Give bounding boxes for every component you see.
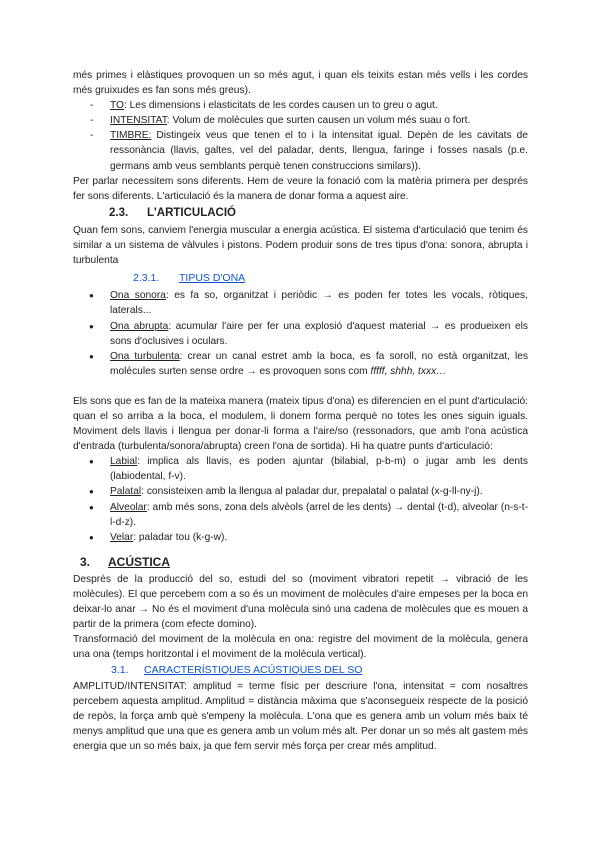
definition: : amb més sons, zona dels alvèols (arrel de les dents) → dental (t-d), alveolar (n-s-t-l-d-z). (110, 501, 528, 528)
list-item (73, 349, 528, 379)
amplitud-paragraph: AMPLITUD/INTENSITAT: amplitud = terme físic per descriure l'ona, intensitat = com nosaltres percebem aquesta amplitud. Amplitud = distància màxima que s'aconsegueix respecte de la posició de repòs, la força amb què s'empeny la molècula. L'ona que es genera amb un volum més baix té menys amplitud que una que es genera amb un volum més alt. Per donar un so més alt gastem més energia que un so més baix, ja que fem servir més força per crear més amplitud. (73, 680, 528, 752)
fonacio-paragraph: Per parlar necessitem sons diferents. Hem de veure la fonació com la matèria primera per després fer sons diferents. L'articulació és la manera de donar forma a aquest aire. (73, 175, 528, 202)
document-page (73, 68, 528, 754)
section-heading-3 (80, 555, 528, 570)
term: Ona sonora (110, 290, 166, 302)
sound-examples: fffff, shhh, txxx… (370, 365, 447, 377)
section-title: ACÚSTICA (108, 554, 170, 569)
list-item (73, 319, 528, 349)
list-item (73, 484, 528, 499)
section-number: 2.3.1. (133, 272, 160, 285)
blank-line (73, 379, 528, 394)
term: TO (110, 100, 124, 112)
punts-paragraph: Els sons que es fan de la mateixa manera (mateix tipus d'ona) es diferencien en el punt d'articulació: quan el so arriba a la boca, el modulem, li donem forma perquè no totes les ones siguin iguals. Moviment dels llavis i llengua per donar-li forma a l'aire/so (ressonadors, que amb l'ona acústica d'entrada (turbulenta/sonora/abrupta) creen l'ona de sortida). Hi ha quatre punts d'articulació: (73, 395, 528, 453)
list-item (73, 113, 528, 128)
transformacio-paragraph: Transformació del moviment de la molècula en ona: registre del moviment de la molècula, genera una ona (temps horitzontal i el moviment de la molècula vertical). (73, 634, 528, 661)
acustica-paragraph: Després de la producció del so, estudi del so (moviment vibratori repetit → vibració de les molècules). El que percebem com a so és un moviment de molècules d'aire empeses per la boca en deixar-lo anar → No és el moviment d'una molècula sinó una cadena de molècules que es mouen a partir de la primera (com efecte domino). (73, 573, 528, 631)
voice-qualities-list (73, 98, 528, 173)
section-heading-2-3-1[interactable] (133, 271, 528, 286)
term: INTENSITAT (110, 115, 167, 127)
definition: : crear un canal estret amb la boca, es fa soroll, no està organitzat, les molècules surten sense ordre → es provoquen sons com (110, 350, 528, 377)
term: TIMBRE: (110, 130, 152, 142)
section-heading-3-1[interactable] (111, 663, 528, 678)
intro-paragraph: més primes i elàstiques provoquen un so més agut, i quan els teixits estan més vells i les cordes més gruixudes es fan sons més greus). (73, 70, 528, 97)
section-number: 2.3. (109, 206, 129, 219)
term: Palatal (110, 486, 142, 498)
term: Labial (110, 456, 138, 468)
section-title-link[interactable]: CARACTERÍSTIQUES ACÚSTIQUES DEL SO (144, 664, 363, 677)
term: Alveolar (110, 501, 147, 513)
list-item (73, 288, 528, 318)
articulacio-paragraph: Quan fem sons, canviem l'energia muscular a energia acústica. El sistema d'articulació que tenim és similar a un sistema de vàlvules i pistons. Podem produir sons de tres tipus d'ona: sonora, abrupta i turbulenta (73, 224, 528, 267)
term: Ona turbulenta (110, 350, 180, 362)
term: Velar (110, 531, 134, 543)
definition: : paladar tou (k-g-w). (133, 531, 228, 543)
section-title: L'ARTICULACIÓ (147, 206, 236, 219)
list-item (73, 98, 528, 113)
definition: : es fa so, organitzat i periòdic → es poden fer totes les vocals, ròtiques, laterals... (110, 290, 528, 317)
list-item (73, 128, 528, 173)
section-heading-2-3 (109, 206, 528, 221)
section-title-link[interactable]: TIPUS D'ONA (179, 272, 246, 285)
section-number: 3. (80, 554, 91, 569)
definition: Distingeix veus que tenen el to i la intensitat igual. Depèn de les cavitats de ressonància (llavis, galtes, vel del paladar, dents, llengua, faringe i fosses nasals (p.e. germans amb veus semblants perquè tenen construccions similars)). (110, 130, 528, 172)
definition: : consisteixen amb la llengua al paladar dur, prepalatal o palatal (x-g-ll-ny-j). (141, 486, 483, 498)
term: Ona abrupta (110, 320, 169, 332)
wave-types-list (73, 288, 528, 379)
section-number: 3.1. (111, 664, 129, 677)
list-item (73, 500, 528, 530)
definition: : Volum de molècules que surten causen un volum més suau o fort. (166, 115, 471, 127)
list-item (73, 530, 528, 545)
definition: : implica als llavis, es poden ajuntar (bilabial, p-b-m) o jugar amb les dents (labiodental, f-v). (110, 456, 528, 483)
articulation-points-list (73, 454, 528, 545)
definition: : acumular l'aire per fer una explosió d'aquest material → es produeixen els sons d'oclusives i oculars. (110, 320, 528, 347)
list-item (73, 454, 528, 484)
definition: : Les dimensions i elasticitats de les cordes causen un to greu o agut. (123, 100, 438, 112)
